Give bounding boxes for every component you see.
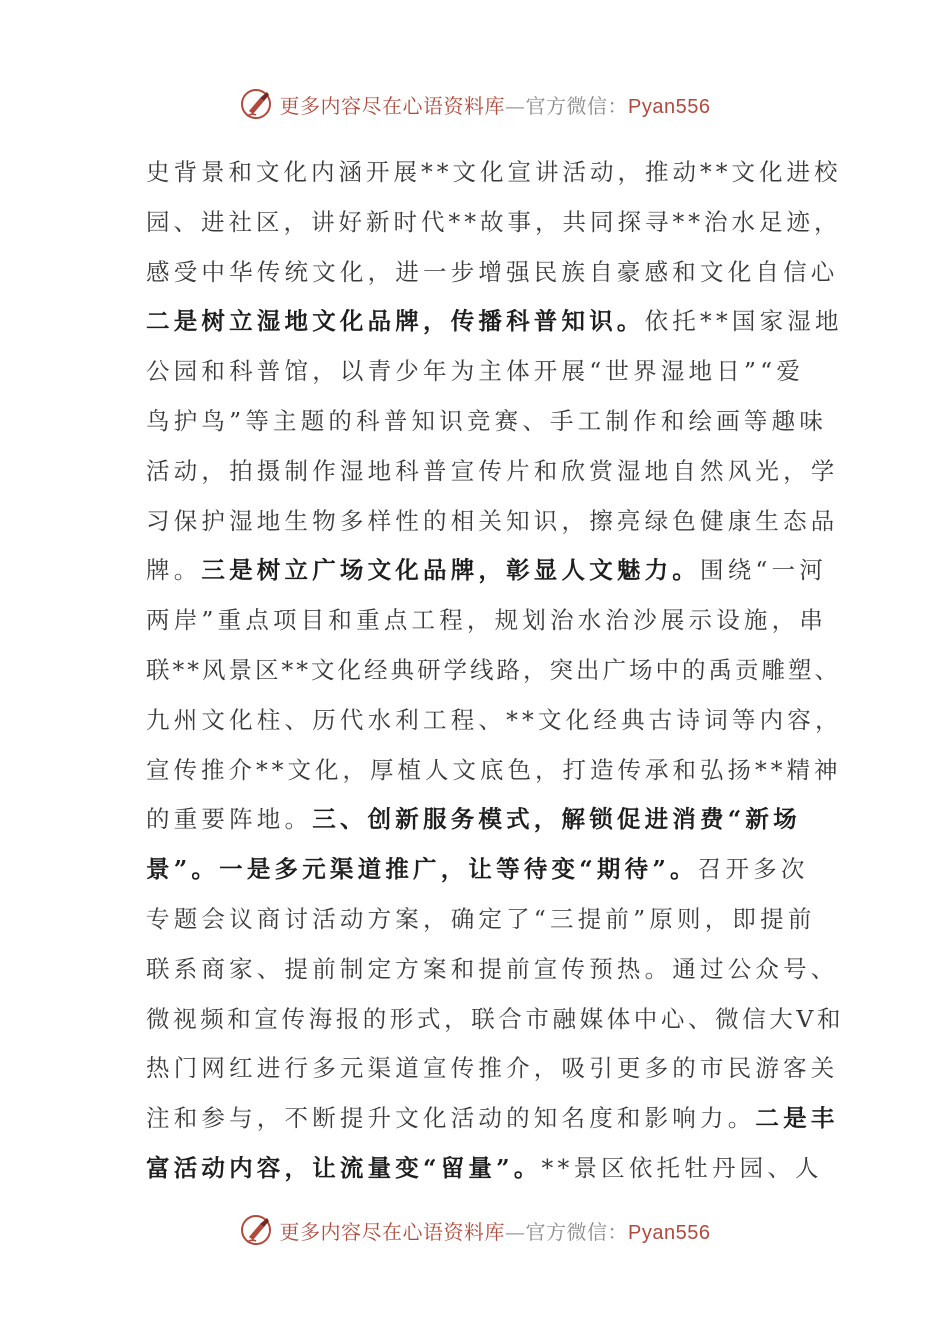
body-text-span: 感受中华传统文化，进一步增强民族自豪感和文化自信心 (146, 257, 839, 286)
header-banner (0, 84, 950, 124)
bold-heading-text: 二是树立湿地文化品牌，传播科普知识。 (146, 307, 645, 336)
header-banner-text (280, 90, 711, 119)
text-line (146, 198, 842, 248)
body-text-span: 专题会议商讨活动方案，确定了“三提前”原则，即提前 (146, 904, 816, 933)
text-line (146, 447, 839, 497)
banner-dash: — (505, 93, 526, 118)
bold-heading-text: 二是丰 (755, 1104, 839, 1133)
text-line (146, 497, 839, 547)
text-line (146, 297, 843, 347)
body-text-span: 两岸”重点项目和重点工程，规划治水治沙展示设施，串 (146, 606, 828, 635)
text-line (146, 546, 826, 596)
text-line (146, 1144, 826, 1194)
body-text-span: 公园和科普馆，以青少年为主体开展“世界湿地日”“爱 (146, 357, 805, 386)
banner-site-name: 更多内容尽在心语资料库 (279, 93, 506, 118)
banner-dash: — (505, 1219, 526, 1244)
banner-wechat-id: Pyan556 (628, 95, 711, 118)
body-text-span: 热门网红进行多元渠道宣传推介，吸引更多的市民游客关 (146, 1054, 839, 1083)
text-line (146, 646, 841, 696)
banner-wechat-id: Pyan556 (628, 1221, 711, 1244)
pen-seal-logo-icon (240, 1213, 274, 1247)
bold-heading-text: 三是树立广场文化品牌，彰显人文魅力。 (201, 556, 701, 585)
banner-wechat-label: 官方微信： (525, 1219, 629, 1244)
text-line (146, 945, 839, 995)
body-text-span: 依托**国家湿地 (644, 307, 843, 336)
text-line (146, 347, 826, 397)
body-text-span: 召开多次 (697, 855, 809, 884)
pen-seal-logo-icon (240, 87, 274, 121)
body-text-span: 牌。 (146, 556, 202, 585)
text-line (146, 1044, 839, 1094)
banner-wechat-label: 官方微信： (525, 93, 629, 118)
text-line (146, 248, 839, 298)
bold-heading-text: 景”。一是多元渠道推广，让等待变“期待”。 (146, 855, 698, 884)
text-line (146, 845, 826, 895)
body-text-span: 的重要阵地。 (146, 805, 313, 834)
text-line (146, 696, 843, 746)
body-text-span: 活动，拍摄制作湿地科普宣传片和欣赏湿地自然风光，学 (146, 456, 839, 485)
body-text-span: 宣传推介**文化，厚植人文底色，打造传承和弘扬**精神 (146, 755, 842, 784)
text-line (146, 795, 826, 845)
text-line (146, 148, 842, 198)
body-text-span: 九州文化柱、历代水利工程、**文化经典古诗词等内容， (146, 705, 843, 734)
text-line (146, 895, 826, 945)
body-text-span: 联系商家、提前制定方案和提前宣传预热。通过公众号、 (146, 954, 839, 983)
body-text-span: 史背景和文化内涵开展**文化宣讲活动，推动**文化进校 (146, 158, 842, 186)
text-line (146, 995, 845, 1045)
text-line (146, 596, 826, 646)
banner-site-name: 更多内容尽在心语资料库 (279, 1219, 506, 1244)
text-line (146, 746, 842, 796)
body-text-span: 联**风景区**文化经典研学线路，突出广场中的禹贡雕塑、 (146, 655, 841, 684)
text-line (146, 397, 826, 447)
body-text-span: 习保护湿地生物多样性的相关知识，擦亮绿色健康生态品 (146, 506, 839, 535)
bold-heading-text: 富活动内容，让流量变“留量”。 (146, 1153, 542, 1182)
body-text-span: 微视频和宣传海报的形式，联合市融媒体中心、微信大V和 (146, 1004, 845, 1033)
footer-banner-text (280, 1216, 711, 1245)
body-text-span: 注和参与，不断提升文化活动的知名度和影响力。 (146, 1104, 756, 1133)
body-text-span: 园、进社区，讲好新时代**故事，共同探寻**治水足迹， (146, 207, 842, 236)
bold-heading-text: 三、创新服务模式，解锁促进消费“新场 (312, 805, 801, 834)
text-line (146, 1094, 839, 1144)
body-paragraph (146, 148, 845, 1194)
body-text-span: 围绕“一河 (700, 556, 828, 585)
footer-banner (0, 1210, 950, 1250)
body-text-span: **景区依托牡丹园、人 (541, 1153, 823, 1182)
body-text-span: 鸟护鸟”等主题的科普知识竞赛、手工制作和绘画等趣味 (146, 406, 828, 435)
